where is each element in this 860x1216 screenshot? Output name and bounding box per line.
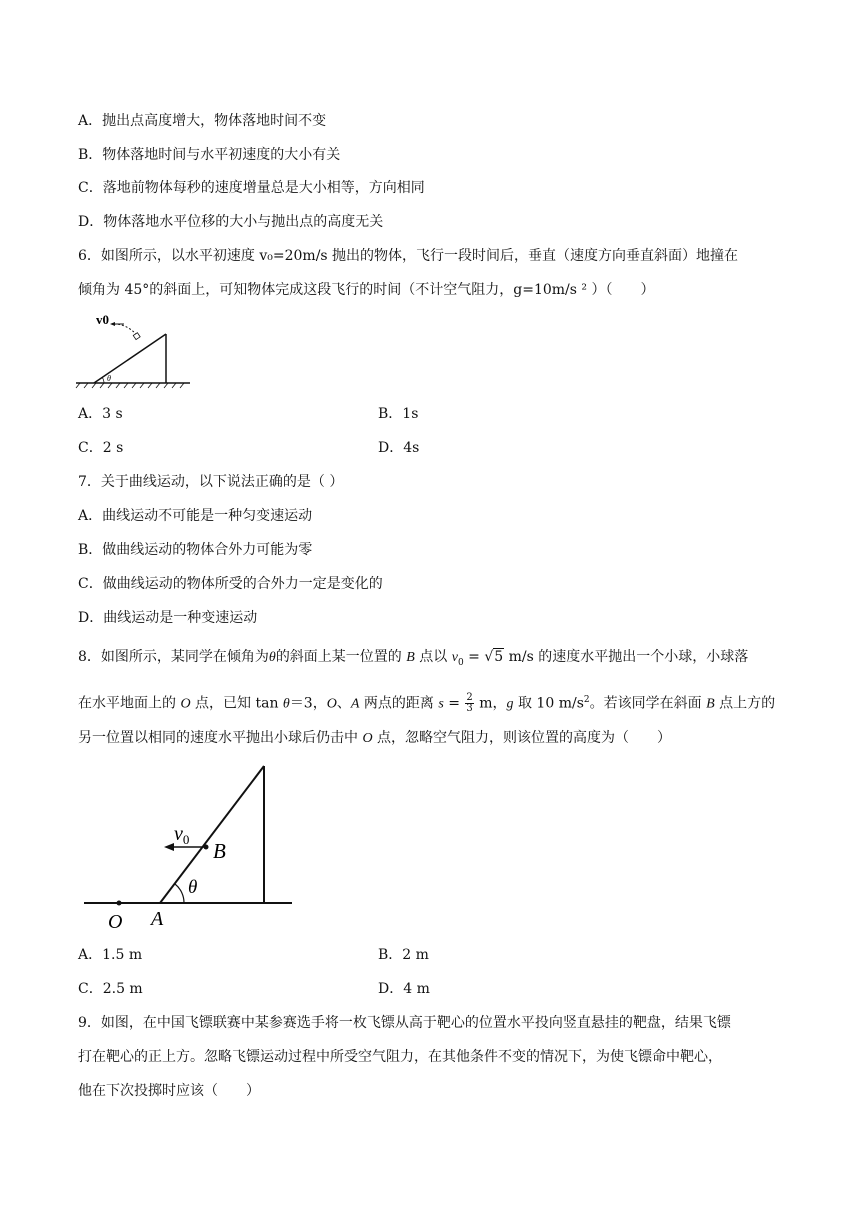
q7-option-b: B．做曲线运动的物体合外力可能为零: [78, 542, 313, 558]
q8-option-a: A．1.5 m: [78, 947, 143, 963]
q6-fig-theta-label: θ: [107, 374, 111, 383]
q5-option-d: D．物体落地水平位移的大小与抛出点的高度无关: [78, 214, 384, 230]
q8-stem-line-2: 在水平地面上的 O 点，已知 tan θ＝3，O、A 两点的距离 s = $\frac{2}{3}$ m，g 取 10 $m/s^2$。若该同学在斜面 B 点上方的: [78, 692, 776, 715]
velocity-symbol: v: [451, 650, 458, 665]
q8-incline-figure: [84, 760, 299, 935]
q8-option-b: B．2 m: [378, 947, 429, 963]
q9-stem-line-3: 他在下次投掷时应该（ ）: [78, 1083, 260, 1099]
q8-option-c: C．2.5 m: [78, 981, 143, 997]
q5-option-c: C．落地前物体每秒的速度增量总是大小相等，方向相同: [78, 180, 425, 196]
q6-stem-line-2: 倾角为 45°的斜面上，可知物体完成这段飞行的时间（不计空气阻力，g=10m/s ² ）（ ）: [78, 282, 655, 298]
q7-option-a: A．曲线运动不可能是一种匀变速运动: [78, 508, 313, 524]
q8-fig-a-label: A: [151, 908, 164, 930]
q7-stem: 7．关于曲线运动，以下说法正确的是（ ）: [78, 474, 344, 490]
q8-option-d: D．4 m: [378, 981, 430, 997]
q6-incline-figure: [74, 310, 194, 390]
q6-option-d: D．4s: [378, 440, 420, 456]
q6-option-b: B．1s: [378, 406, 419, 422]
q6-option-a: A．3 s: [78, 406, 123, 422]
q8-stem-line-3: 另一位置以相同的速度水平抛出小球后仍击中 O 点，忽略空气阻力，则该位置的高度为（ ）: [78, 730, 672, 746]
fraction-two-thirds: $\frac{2}{3}$: [466, 692, 473, 715]
q5-option-a: A．抛出点高度增大，物体落地时间不变: [78, 113, 327, 129]
q8-fig-b-label: B: [213, 839, 226, 863]
q8-point-o: [117, 901, 122, 906]
q8-fig-theta-label: θ: [188, 877, 198, 898]
q5-option-b: B．物体落地时间与水平初速度的大小有关: [78, 147, 341, 163]
q6-slope-line: [94, 334, 166, 383]
q8-point-b: [204, 845, 209, 850]
q8-fig-v0-label: $v_0$: [174, 823, 190, 847]
q6-option-c: C．2 s: [78, 440, 124, 456]
q6-trajectory: [114, 324, 136, 334]
q8-fig-o-label: O: [108, 911, 123, 933]
q6-stem-line-1: 6．如图所示，以水平初速度 v₀=20m/s 抛出的物体，飞行一段时间后，垂直（速度方向垂直斜面）地撞在: [78, 248, 739, 264]
sqrt-expression: √5: [484, 649, 504, 665]
q6-right-angle-mark: [133, 333, 140, 340]
q8-stem-line-1: 8．如图所示，某同学在倾角为θ的斜面上某一位置的 B 点以 $v_0 = √5$ m/s 的速度水平抛出一个小球，小球落: [78, 649, 749, 668]
point-b-label: B: [406, 650, 415, 665]
q6-fig-v0-label: v0: [96, 312, 109, 327]
q9-stem-line-2: 打在靶心的正上方。忽略飞镖运动过程中所受空气阻力，在其他条件不变的情况下，为使飞镖命中靶心，: [78, 1049, 722, 1065]
q8-angle-arc: [175, 884, 184, 903]
q7-option-d: D．曲线运动是一种变速运动: [78, 610, 258, 626]
q9-stem-line-1: 9．如图，在中国飞镖联赛中某参赛选手将一枚飞镖从高于靶心的位置水平投向竖直悬挂的靶盘，结果飞镖: [78, 1015, 731, 1031]
theta-symbol: θ: [268, 650, 276, 665]
q7-option-c: C．做曲线运动的物体所受的合外力一定是变化的: [78, 576, 383, 592]
